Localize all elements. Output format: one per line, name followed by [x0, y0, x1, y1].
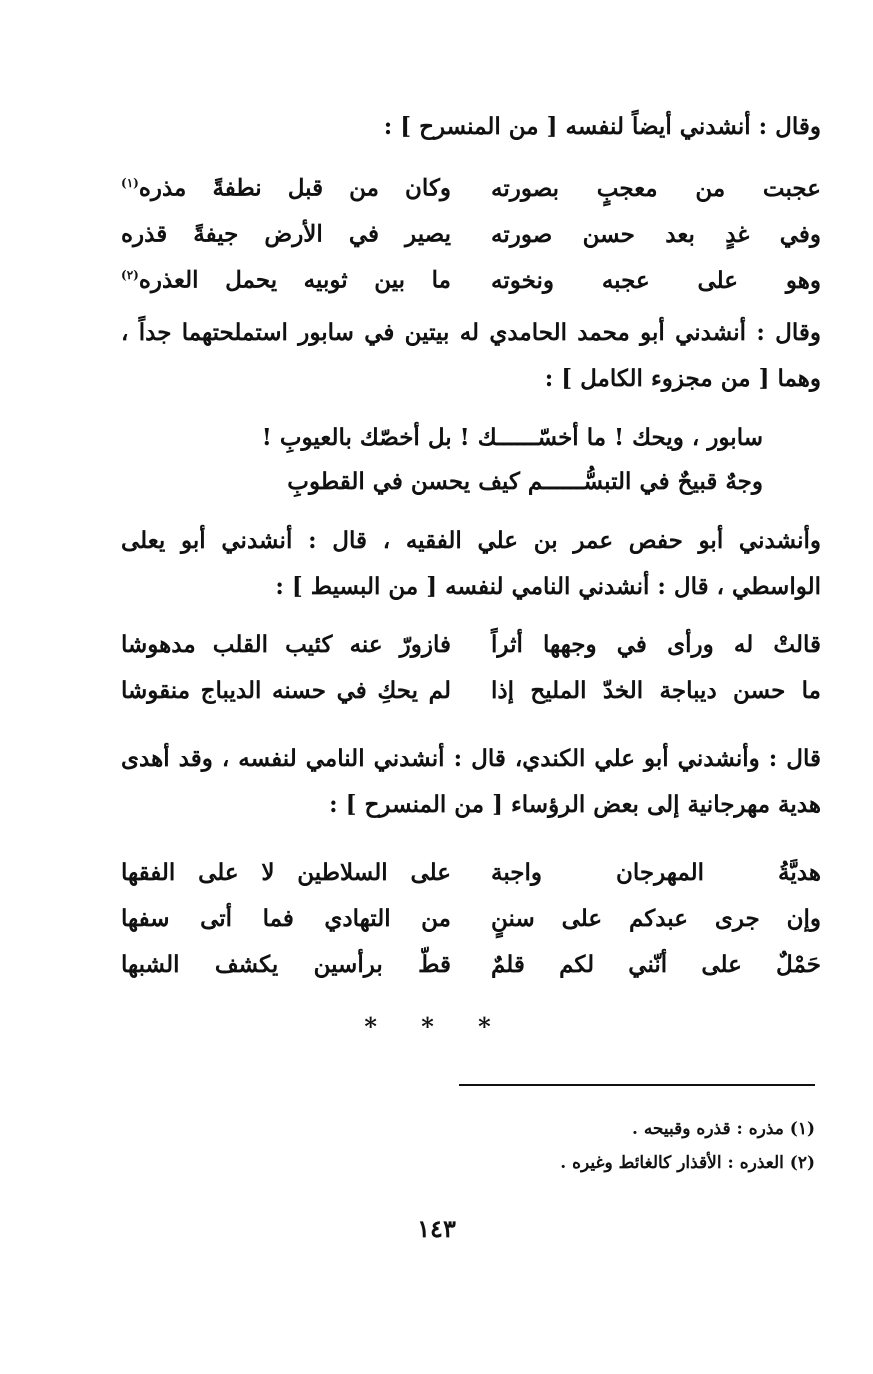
intro-paragraph-4: قال : وأنشدني أبو علي الكندي، قال : أنشدني النامي لنفسه ، وقد أهدى هدية مهرجانية إلى بعض الرؤساء [ من المنسرح ] : [121, 745, 821, 818]
verse-first-hemistich: عجبت من معجبٍ بصورته [491, 174, 821, 202]
verse-second-hemistich-text: ما بين ثوبيه يحمل العذره [138, 266, 451, 294]
intro-paragraph-1: وقال : أنشدني أيضاً لنفسه [ من المنسرح ] : [383, 113, 821, 140]
verse-second-hemistich: من التهادي فما أتى سفها [121, 905, 451, 932]
footnotes [215, 1112, 815, 1180]
verse-second-hemistich: قطّ برأسين يكشف الشبها [121, 951, 451, 978]
verse-first-hemistich: وإن جرى عبدكم على سننٍ [491, 905, 821, 932]
page-number: ١٤٣ [417, 1214, 456, 1243]
verse-first-hemistich: حَمْلٌ على أنّني لكم قلمٌ [491, 951, 821, 978]
verse-second-hemistich [121, 252, 451, 304]
verse-second-hemistich-text: يصير في الأرض جيفةً قذره [121, 220, 451, 248]
verse-line [121, 206, 821, 252]
section-separator: * * * [364, 1012, 509, 1041]
verse-second-hemistich: فازورّ عنه كئيب القلب مدهوشا [121, 631, 451, 658]
verse-line: سابور ، ويحك ! ما أخسّــــــك ! بل أخصّك بالعيوبِ ! [261, 424, 763, 451]
verse-second-hemistich: لم يحكِ في حسنه الديباج منقوشا [121, 677, 451, 704]
verse-line [121, 942, 821, 988]
verse-line [121, 160, 821, 206]
verse-line: وجهٌ قبيحٌ في التبسُّــــــم كيف يحسن في القطوبِ [287, 468, 763, 495]
verse-line [121, 668, 821, 714]
poem-1 [121, 160, 821, 298]
verse-line [121, 850, 821, 896]
verse-second-hemistich-text: وكان من قبل نطفةً مذره [138, 174, 451, 202]
verse-first-hemistich: وهو على عجبه ونخوته [491, 266, 821, 294]
poem-4 [121, 850, 821, 988]
verse-first-hemistich: هديَّةُ المهرجان واجبة [491, 859, 821, 886]
verse-line [121, 896, 821, 942]
verse-line [121, 252, 821, 298]
footnote-rule [459, 1084, 815, 1086]
footnote: (١) مذره : قذره وقبيحه . [631, 1119, 815, 1139]
verse-second-hemistich [121, 206, 451, 258]
verse-first-hemistich: قالتْ له ورأى في وجهها أثراً [491, 631, 821, 658]
verse-first-hemistich: ما حسن ديباجة الخدّ المليح إذا [491, 677, 821, 704]
intro-paragraph-3: وأنشدني أبو حفص عمر بن علي الفقيه ، قال : أنشدني أبو يعلى الواسطي ، قال : أنشدني النامي لنفسه [ من البسيط ] : [121, 527, 821, 600]
poem-2 [163, 416, 763, 504]
footnote: (٢) العذره : الأقذار كالغائط وغيره . [560, 1153, 815, 1173]
footnote-marker: (١) [121, 176, 139, 190]
verse-second-hemistich [121, 160, 451, 212]
verse-line [121, 622, 821, 668]
intro-paragraph-2: وقال : أنشدني أبو محمد الحامدي له بيتين في سابور استملحتهما جداً ، وهما [ من مجزوء الكامل ] : [121, 319, 821, 392]
footnote-marker: (٢) [121, 268, 139, 282]
poem-3 [121, 622, 821, 714]
verse-first-hemistich: وفي غدٍ بعد حسن صورته [491, 220, 821, 248]
verse-second-hemistich: على السلاطين لا على الفقها [121, 859, 451, 886]
